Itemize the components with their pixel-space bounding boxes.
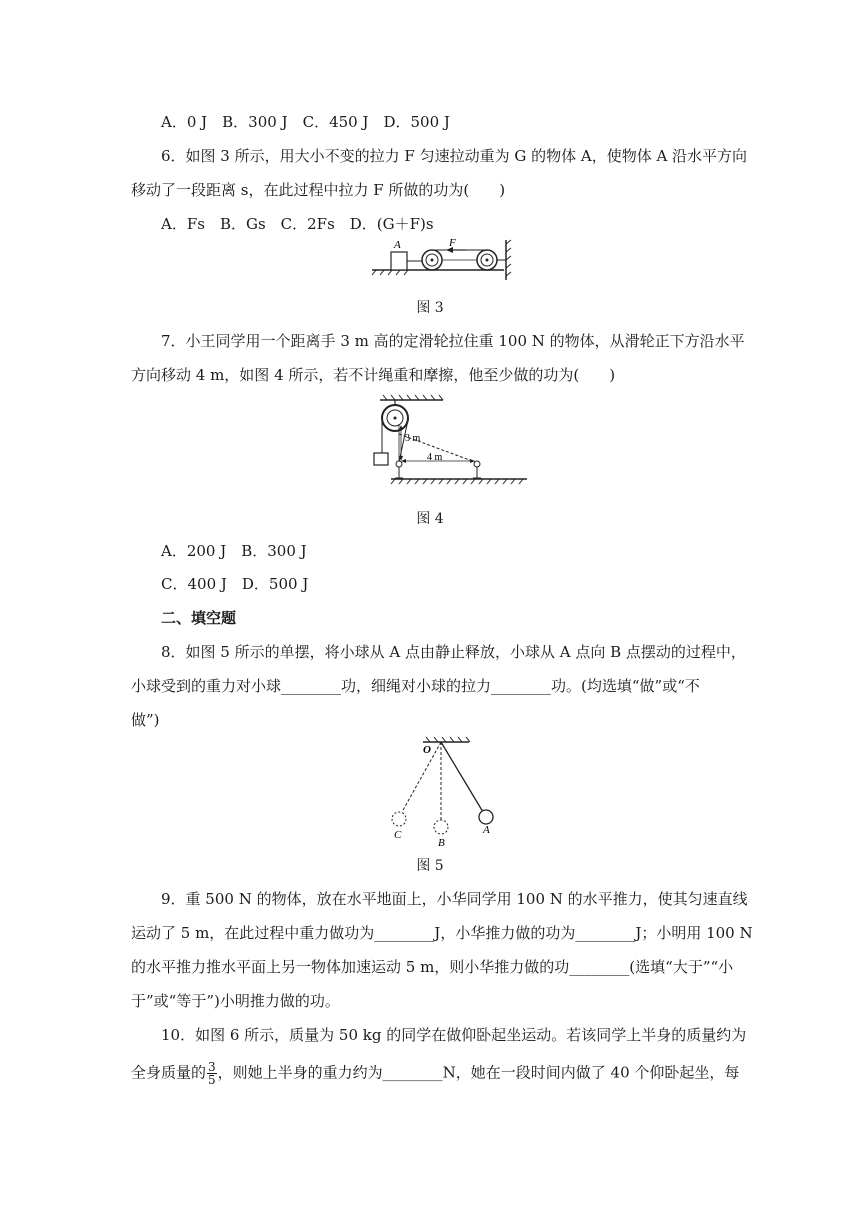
q6-options: A．Fs B．Gs C．2Fs D．(G＋F)s	[161, 215, 434, 233]
fig4-label-3m: 3 m	[405, 433, 421, 444]
ball-c	[392, 812, 406, 826]
block-a	[391, 252, 407, 270]
q10-line2-post: ，则她上半身的重力约为________N，她在一段时间内做了 40 个仰卧起坐，每	[217, 1063, 740, 1082]
q7-options-row1: A．200 J B．300 J	[161, 542, 307, 560]
q8-line3: 做”)	[131, 711, 160, 729]
figure-5-caption: 图 5	[416, 858, 444, 874]
q8-line1: 8．如图 5 所示的单摆，将小球从 A 点由静止释放，小球从 A 点向 B 点摆动的过程中，	[161, 643, 746, 661]
fig5-label-b: B	[438, 837, 445, 849]
q6-line1: 6．如图 3 所示，用大小不变的拉力 F 匀速拉动重为 G 的物体 A，使物体 A 沿水平方向	[161, 147, 748, 165]
section-2-title: 二、填空题	[161, 609, 237, 627]
figure-4-fixed-pulley	[365, 394, 535, 492]
q8-line2: 小球受到的重力对小球________功，细绳对小球的拉力________功。(均选填“做”或“不	[131, 677, 700, 695]
fig5-label-o: O	[423, 744, 431, 756]
fraction-numerator: 3	[208, 1060, 216, 1074]
fig5-label-c: C	[394, 829, 402, 841]
q7-options-row2: C．400 J D．500 J	[161, 575, 309, 593]
fraction-denominator: 5	[208, 1073, 216, 1087]
fig4-label-4m: 4 m	[427, 452, 443, 463]
q9-line1: 9．重 500 N 的物体，放在水平地面上，小华同学用 100 N 的水平推力，使其匀速直线	[161, 890, 748, 908]
figure-5-pendulum	[385, 737, 505, 849]
q5-options: A．0 J B．300 J C．450 J D．500 J	[161, 113, 450, 131]
ball-a	[479, 810, 493, 824]
q10-line1: 10．如图 6 所示，质量为 50 kg 的同学在做仰卧起坐运动。若该同学上半身的质量约为	[161, 1026, 747, 1044]
fig3-label-a: A	[394, 239, 401, 251]
q9-line2: 运动了 5 m，在此过程中重力做功为________J，小华推力做的功为________J；小明用 100 N	[131, 924, 753, 942]
figure-3-caption: 图 3	[416, 300, 444, 316]
q9-line4: 于”或“等于”)小明推力做的功。	[131, 992, 340, 1010]
q6-line2: 移动了一段距离 s，在此过程中拉力 F 所做的功为( )	[131, 181, 506, 199]
q7-line1: 7．小王同学用一个距离手 3 m 高的定滑轮拉住重 100 N 的物体，从滑轮正下方沿水平	[161, 332, 745, 350]
ball-b	[434, 820, 448, 834]
figure-3-pulley	[370, 234, 520, 286]
q10-line2	[131, 1061, 739, 1086]
q7-line2: 方向移动 4 m，如图 4 所示，若不计绳重和摩擦，他至少做的功为( )	[131, 366, 616, 384]
q10-line2-pre: 全身质量的	[131, 1063, 207, 1082]
fraction-3-5	[207, 1061, 217, 1086]
weight-box	[374, 453, 388, 465]
figure-4-caption: 图 4	[416, 511, 444, 527]
fig5-label-a: A	[483, 824, 490, 836]
fig3-label-f: F	[449, 237, 456, 249]
q9-line3: 的水平推力推水平面上另一物体加速运动 5 m，则小华推力做的功________(选填“大于”“小	[131, 958, 734, 976]
